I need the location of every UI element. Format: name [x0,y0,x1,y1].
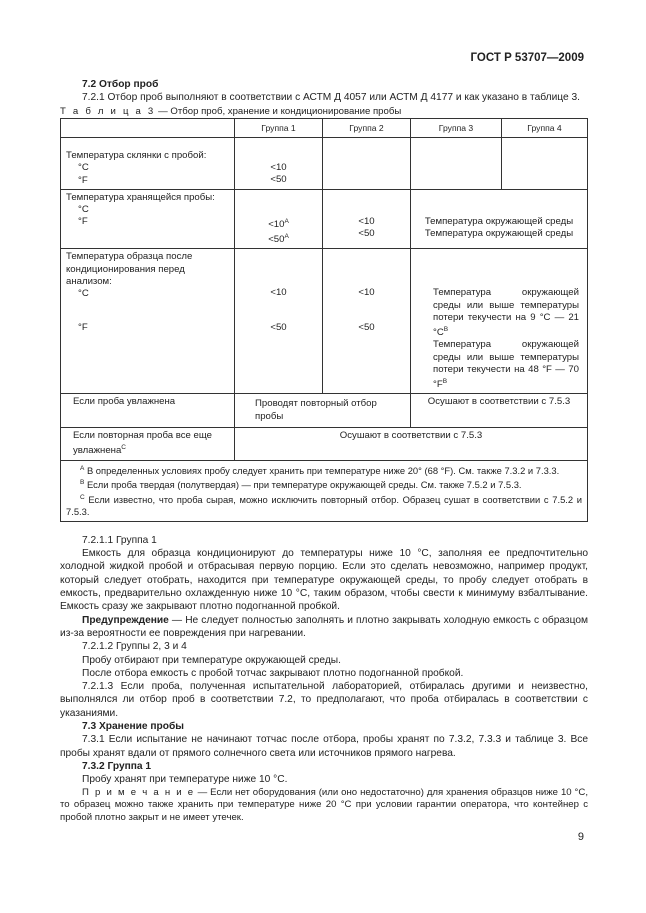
table-footnotes-row [61,460,588,521]
value: Осушают в соответствии с 7.5.3 [235,427,588,460]
table-row-still-wet [61,427,588,460]
section-7-3-2-title: 7.3.2 Группа 1 [82,760,152,772]
table-caption: Т а б л и ц а 3 — Отбор проб, хранение и кондиционирование пробы [60,105,402,117]
header-group-1: Группа 1 [235,118,323,137]
page-number: 9 [577,831,584,843]
row-label: Температура образца после кондиционирования перед анализом: [66,251,193,287]
paragraph-7-2-1-2-b: После отбора емкость с пробой тотчас закрывают плотно подогнанной пробкой. [82,667,464,679]
value: <10 [270,162,287,174]
footnote-mark: В [443,326,449,334]
paragraph-7-3-1: 7.3.1 Если испытание не начинают тотчас после отбора, пробы хранят по 7.3.2, 7.3.3 и таблице 3. Все пробы хранят вдали от прямого солнечного света или источников прямого нагрева. [60,734,588,759]
table-row-bottle-temp [61,138,588,190]
section-7-3-title: 7.3 Хранение пробы [82,721,184,733]
table-row-wet-sample [61,394,588,427]
value: <10 [270,287,287,299]
note-label: П р и м е ч а н и е [82,786,195,798]
warning-paragraph: Предупреждение — Не следует полностью заполнять и плотно закрывать холодную емкость с образцом из-за вероятности ее повреждения при нагревании. [60,614,588,639]
table-3 [60,118,588,522]
paragraph-7-2-1: 7.2.1 Отбор проб выполняют в соответствии с АСТМ Д 4057 или АСТМ Д 4177 и как указано в таблице 3. [82,92,580,104]
paragraph-7-2-1-3: 7.2.1.3 Если проба, полученная испытательной лабораторией, отбиралась другими и неизвестно, выполнялся ли отбор проб в соответствии 7.2, то предполагают, что проба отбиралась в соответствии с указаниями. [60,681,588,719]
table-row-conditioned-temp [61,249,588,394]
table-header-row [61,118,588,137]
value: <10 [358,287,375,299]
row-label: Если проба увлажнена [61,394,235,427]
unit-celsius: °С [78,288,89,300]
row-label: Температура хранящейся пробы: [66,191,215,203]
footnote-b: $^В$ Если проба твердая (полутвердая) — при температуре окружающей среды. См. также 7.5.2 и 7.5.3. [80,479,522,491]
value: Осушают в соответствии с 7.5.3 [411,394,588,427]
value: Температура окружающей среды или выше температуры потери текучести на 9 °С — 21 °С [433,287,579,339]
unit-fahrenheit: °F [78,322,88,334]
row-label: Если повторная проба все еще увлажнена [73,429,212,457]
paragraph-7-3-2: Пробу хранят при температуре ниже 10 °С. [82,774,288,786]
value: <10 [268,218,285,230]
standard-number: ГОСТ Р 53707—2009 [470,52,584,64]
value: <50 [358,227,375,239]
header-group-4: Группа 4 [502,118,588,137]
footnote-mark: С [121,444,126,452]
document-body [60,78,588,824]
footnote-a: $^А$ В определенных условиях пробу следует хранить при температуре ниже 20° (68 °F). См. также 7.3.2 и 7.3.3. [80,464,560,477]
unit-fahrenheit: °F [78,216,88,228]
row-label: Температура склянки с пробой: [66,150,207,162]
unit-fahrenheit: °F [78,174,88,186]
note-paragraph: П р и м е ч а н и е — Если нет оборудования (или оно недостаточно) для хранения образцов ниже 10 °С, то образец можно также хранить при температуре ниже 20 °С при условии гарантии оператора, что контейнер с пробой плотно закрыт и не имеет утечек. [60,786,588,823]
value: Температура окружающей среды [424,227,574,239]
paragraph-7-2-1-1: Емкость для образца кондиционируют до температуры ниже 10 °С, заполняя ее предпочтительно холодной жидкой пробой и отбрасывая первую порцию. Если это сделать невозможно, например продукт, который следует отобрать, находится при температуре окружающей среды, то пробу следует отобрать в емкость, предварительно охлажденную ниже 10 °С, таким образом, чтобы свести к минимуму взбалтывание. Емкость сразу же закрывают плотно подогнанной пробкой. [60,548,588,613]
section-7-2-1-1-title: 7.2.1.1 Группа 1 [82,534,157,546]
footnote-c: $^С$ Если известно, что проба сырая, можно исключить повторный отбор. Образец сушат в соответствии с 7.5.2 и 7.5.3. [66,493,582,518]
footnote-mark: А [284,217,289,225]
value: <50 [270,321,287,333]
paragraph-7-2-1-2-a: Пробу отбирают при температуре окружающей среды. [82,654,341,666]
section-7-2-1-2-title: 7.2.1.2 Группы 2, 3 и 4 [82,641,187,653]
value: <50 [358,321,375,333]
value: Проводят повторный отбор пробы [235,394,411,427]
table-row-stored-temp [61,189,588,249]
value: <50 [268,234,285,246]
value: Температура окружающей среды [424,215,574,227]
footnote-mark: В [442,378,448,386]
unit-celsius: °С [78,203,89,215]
unit-celsius: °С [78,162,89,174]
value: <10 [358,215,375,227]
value: <50 [270,174,287,186]
value: Температура окружающей среды или выше температуры потери текучести на 48 °F — 70 °F [433,339,579,391]
warning-label: Предупреждение [82,614,169,626]
footnote-mark: А [284,233,289,241]
header-group-3: Группа 3 [411,118,502,137]
section-7-2-title: 7.2 Отбор проб [82,79,159,90]
header-group-2: Группа 2 [323,118,411,137]
header-empty-cell [61,118,235,137]
